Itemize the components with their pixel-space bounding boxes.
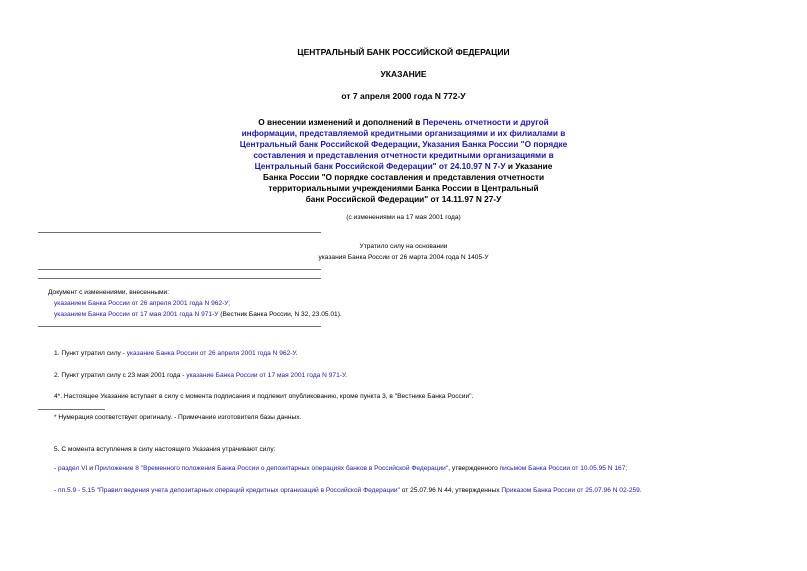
divider <box>38 278 321 279</box>
title-link-ukazanie-7u-cont[interactable]: составления и представления отчетности кредитными организациями в <box>253 150 554 160</box>
divider <box>38 269 321 270</box>
title-link-list-end[interactable]: Центральный банк Российской Федерации <box>239 139 418 149</box>
void-note-line1: Утратило силу на основании <box>359 243 448 250</box>
footnote: * Нумерация соответствует оригиналу. - Примечание изготовителя базы данных. <box>54 414 302 421</box>
title-text: О внесении изменений и дополнений в <box>258 117 423 127</box>
title-link-ukazanie-7u[interactable]: Указания Банка России "О порядке <box>422 139 568 149</box>
link-letter-167[interactable]: письмом Банка России от 10.05.95 N 167 <box>499 465 626 472</box>
item-4: 4*. Настоящее Указание вступает в силу с момента подписания и подлежит опубликованию, кроме пункта 3, в "Вестнике Банка России". <box>54 393 474 400</box>
link-order-02-259[interactable]: Приказом Банка России от 25.07.96 N 02-259 <box>501 487 640 494</box>
divider <box>38 326 321 327</box>
item-2: 2. Пункт утратил силу с 23 мая 2001 года - указание Банка России от 17 мая 2001 года N 971-У. <box>54 372 348 379</box>
changes-link-971u[interactable]: указанием Банка России от 17 мая 2001 года N 971-У <box>54 311 219 318</box>
item-1: 1. Пункт утратил силу - указание Банка России от 26 апреля 2001 года N 962-У. <box>54 350 298 357</box>
divider <box>38 232 321 233</box>
changes-link-962u[interactable]: указанием Банка России от 26 апреля 2001 года N 962-У; <box>54 300 231 307</box>
amend-note: (с изменениями на 17 мая 2001 года) <box>346 214 461 221</box>
item-5-bullet-2: - пп.5.9 - 5.15 "Правил ведения учета депозитарных операций кредитных организаций в Российской Федерации" от 25.07.96 N 44, утвержденных Приказом Банка России от 25.07.96 N 02-259. <box>54 487 642 494</box>
bank-name: ЦЕНТРАЛЬНЫЙ БАНК РОССИЙСКОЙ ФЕДЕРАЦИИ <box>297 47 510 57</box>
doc-date: от 7 апреля 2000 года N 772-У <box>341 91 466 101</box>
void-note-line2: указания Банка России от 26 марта 2004 года N 1405-У <box>318 254 489 261</box>
changes-intro: Документ с изменениями, внесенными: <box>48 289 170 296</box>
title-link-list[interactable]: Перечень отчетности и другой <box>422 117 549 127</box>
changes-source: (Вестник Банка России, N 32, 23.05.01). <box>218 311 342 318</box>
title-link-ukazanie-7u-end[interactable]: Центральный банк Российской Федерации" от 24.10.97 N 7-У <box>254 161 506 171</box>
title-link-list-cont[interactable]: информации, представляемой кредитными организациями и их филиалами в <box>241 128 566 138</box>
footnote-divider <box>38 409 105 410</box>
document-title: О внесении изменений и дополнений в Перечень отчетности и другой информации, представляемой кредитными организациями и их филиалами в Центральный банк Российской Федерации, Указания Банка России "О порядке составления и представления отчетности кредитными организациями в Центральный банк Российской Федерации" от 24.10.97 N 7-У и Указание Банка России "О порядке составления и представления отчетности территориальными учреждениями Банка России в Центральный банк Российской Федерации" от 14.11.97 N 27-У <box>0 117 807 205</box>
link-appendix-8[interactable]: Приложение 8 "Временного положения Банка России о депозитарных операциях банков в Российской Федерации" <box>94 465 449 472</box>
item-5: 5. С момента вступления в силу настоящего Указания утрачивают силу: <box>54 446 276 453</box>
link-rules-5-9[interactable]: пп.5.9 - 5.15 "Правил ведения учета депозитарных операций кредитных организаций в Российской Федерации" <box>58 487 400 494</box>
link-section-vi[interactable]: раздел VI <box>58 465 88 472</box>
item-2-link[interactable]: указание Банка России от 17 мая 2001 года N 971-У <box>186 372 346 379</box>
doc-type: УКАЗАНИЕ <box>380 69 427 79</box>
item-1-link[interactable]: указание Банка России от 26 апреля 2001 года N 962-У <box>126 350 296 357</box>
item-5-bullet-1: - раздел VI и Приложение 8 "Временного положения Банка России о депозитарных операциях банков в Российской Федерации", утвержденного письмом Банка России от 10.05.95 N 167; <box>54 465 628 472</box>
